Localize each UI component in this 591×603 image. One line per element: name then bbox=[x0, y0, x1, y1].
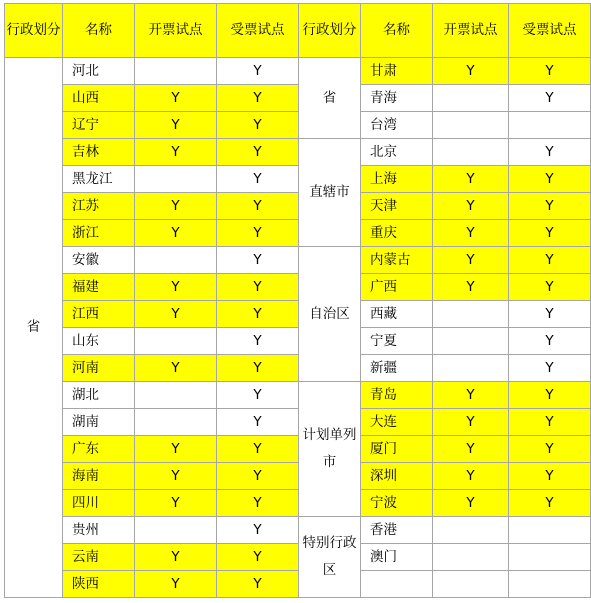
name-cell: 安徽 bbox=[63, 247, 135, 274]
name-cell: 重庆 bbox=[361, 220, 433, 247]
receive-cell: Y bbox=[509, 463, 591, 490]
invoice-cell bbox=[135, 58, 217, 85]
name-cell: 大连 bbox=[361, 409, 433, 436]
receive-cell: Y bbox=[217, 58, 299, 85]
invoice-cell: Y bbox=[433, 274, 509, 301]
receive-cell: Y bbox=[217, 436, 299, 463]
receive-cell: Y bbox=[509, 436, 591, 463]
name-cell: 山西 bbox=[63, 85, 135, 112]
receive-cell: Y bbox=[217, 409, 299, 436]
receive-cell: Y bbox=[217, 166, 299, 193]
division-cell: 计划单列市 bbox=[299, 382, 361, 517]
invoice-cell: Y bbox=[135, 274, 217, 301]
receive-cell: Y bbox=[217, 85, 299, 112]
table-row bbox=[5, 517, 591, 544]
receive-cell bbox=[509, 517, 591, 544]
name-cell: 云南 bbox=[63, 544, 135, 571]
invoice-cell: Y bbox=[135, 112, 217, 139]
name-cell: 甘肃 bbox=[361, 58, 433, 85]
receive-cell: Y bbox=[217, 328, 299, 355]
receive-cell: Y bbox=[217, 112, 299, 139]
table-row bbox=[5, 409, 591, 436]
invoice-cell: Y bbox=[433, 463, 509, 490]
name-cell: 广西 bbox=[361, 274, 433, 301]
name-cell: 河南 bbox=[63, 355, 135, 382]
name-cell: 江苏 bbox=[63, 193, 135, 220]
table-row bbox=[5, 274, 591, 301]
receive-cell: Y bbox=[509, 490, 591, 517]
invoice-cell bbox=[135, 328, 217, 355]
name-cell: 广东 bbox=[63, 436, 135, 463]
invoice-cell: Y bbox=[135, 544, 217, 571]
invoice-cell bbox=[135, 247, 217, 274]
table-row bbox=[5, 112, 591, 139]
name-cell: 江西 bbox=[63, 301, 135, 328]
name-cell: 湖北 bbox=[63, 382, 135, 409]
receive-cell: Y bbox=[217, 463, 299, 490]
invoice-cell bbox=[433, 301, 509, 328]
receive-cell: Y bbox=[509, 85, 591, 112]
table-row bbox=[5, 463, 591, 490]
invoice-cell: Y bbox=[135, 463, 217, 490]
table-row bbox=[5, 301, 591, 328]
receive-cell: Y bbox=[217, 220, 299, 247]
name-cell: 内蒙古 bbox=[361, 247, 433, 274]
name-cell: 新疆 bbox=[361, 355, 433, 382]
table-row bbox=[5, 166, 591, 193]
receive-cell: Y bbox=[509, 58, 591, 85]
invoice-cell: Y bbox=[135, 139, 217, 166]
name-cell: 深圳 bbox=[361, 463, 433, 490]
receive-cell: Y bbox=[217, 193, 299, 220]
receive-cell: Y bbox=[217, 301, 299, 328]
header-name: 名称 bbox=[63, 4, 135, 58]
division-cell: 直辖市 bbox=[299, 139, 361, 247]
table-row bbox=[5, 139, 591, 166]
invoice-cell: Y bbox=[135, 355, 217, 382]
invoice-cell: Y bbox=[135, 301, 217, 328]
receive-cell: Y bbox=[509, 382, 591, 409]
invoice-cell: Y bbox=[433, 247, 509, 274]
receive-cell: Y bbox=[509, 409, 591, 436]
invoice-cell bbox=[433, 328, 509, 355]
invoice-cell bbox=[433, 517, 509, 544]
pilot-table bbox=[4, 3, 591, 598]
table-row bbox=[5, 490, 591, 517]
header-receive-right: 受票试点 bbox=[509, 4, 591, 58]
invoice-cell: Y bbox=[135, 571, 217, 598]
name-cell: 西藏 bbox=[361, 301, 433, 328]
name-cell: 湖南 bbox=[63, 409, 135, 436]
name-cell: 四川 bbox=[63, 490, 135, 517]
table-row bbox=[5, 193, 591, 220]
receive-cell: Y bbox=[217, 517, 299, 544]
receive-cell: Y bbox=[217, 490, 299, 517]
table-row bbox=[5, 220, 591, 247]
name-cell: 福建 bbox=[63, 274, 135, 301]
invoice-cell bbox=[135, 517, 217, 544]
invoice-cell bbox=[135, 382, 217, 409]
name-cell: 青海 bbox=[361, 85, 433, 112]
invoice-cell: Y bbox=[433, 193, 509, 220]
invoice-cell bbox=[135, 409, 217, 436]
table-row bbox=[5, 436, 591, 463]
name-cell: 黑龙江 bbox=[63, 166, 135, 193]
invoice-cell bbox=[433, 85, 509, 112]
header-division: 行政划分 bbox=[5, 4, 63, 58]
invoice-cell: Y bbox=[433, 58, 509, 85]
division-cell: 特别行政区 bbox=[299, 517, 361, 598]
invoice-cell bbox=[433, 112, 509, 139]
receive-cell bbox=[509, 112, 591, 139]
receive-cell: Y bbox=[509, 220, 591, 247]
invoice-cell bbox=[433, 544, 509, 571]
table-row bbox=[5, 328, 591, 355]
invoice-cell bbox=[433, 355, 509, 382]
header-invoice: 开票试点 bbox=[135, 4, 217, 58]
header-row bbox=[5, 4, 591, 58]
invoice-cell: Y bbox=[433, 220, 509, 247]
invoice-cell: Y bbox=[433, 166, 509, 193]
name-cell: 宁夏 bbox=[361, 328, 433, 355]
invoice-cell: Y bbox=[135, 436, 217, 463]
invoice-cell: Y bbox=[135, 490, 217, 517]
table-row bbox=[5, 544, 591, 571]
invoice-cell: Y bbox=[433, 490, 509, 517]
receive-cell: Y bbox=[217, 139, 299, 166]
receive-cell: Y bbox=[509, 193, 591, 220]
receive-cell: Y bbox=[509, 274, 591, 301]
invoice-cell bbox=[135, 166, 217, 193]
receive-cell: Y bbox=[509, 139, 591, 166]
name-cell: 青岛 bbox=[361, 382, 433, 409]
name-cell: 北京 bbox=[361, 139, 433, 166]
receive-cell: Y bbox=[509, 301, 591, 328]
pilot-table-body bbox=[5, 4, 591, 598]
name-cell: 厦门 bbox=[361, 436, 433, 463]
name-cell: 浙江 bbox=[63, 220, 135, 247]
name-cell: 天津 bbox=[361, 193, 433, 220]
name-cell: 陕西 bbox=[63, 571, 135, 598]
invoice-cell: Y bbox=[433, 436, 509, 463]
name-cell: 宁波 bbox=[361, 490, 433, 517]
invoice-cell bbox=[433, 139, 509, 166]
name-cell: 台湾 bbox=[361, 112, 433, 139]
receive-cell: Y bbox=[509, 166, 591, 193]
name-cell: 上海 bbox=[361, 166, 433, 193]
receive-cell: Y bbox=[217, 571, 299, 598]
invoice-cell: Y bbox=[433, 382, 509, 409]
invoice-cell: Y bbox=[433, 409, 509, 436]
division-cell: 自治区 bbox=[299, 247, 361, 382]
division-cell: 省 bbox=[299, 58, 361, 139]
name-cell: 澳门 bbox=[361, 544, 433, 571]
receive-cell bbox=[509, 544, 591, 571]
invoice-cell: Y bbox=[135, 193, 217, 220]
name-cell: 河北 bbox=[63, 58, 135, 85]
header-division-right: 行政划分 bbox=[299, 4, 361, 58]
table-row bbox=[5, 571, 591, 598]
name-cell: 海南 bbox=[63, 463, 135, 490]
table-row bbox=[5, 247, 591, 274]
receive-cell: Y bbox=[217, 355, 299, 382]
name-cell: 贵州 bbox=[63, 517, 135, 544]
receive-cell: Y bbox=[217, 247, 299, 274]
table-row bbox=[5, 85, 591, 112]
header-invoice-right: 开票试点 bbox=[433, 4, 509, 58]
name-cell bbox=[361, 571, 433, 598]
table-row bbox=[5, 382, 591, 409]
name-cell: 山东 bbox=[63, 328, 135, 355]
header-receive: 受票试点 bbox=[217, 4, 299, 58]
name-cell: 辽宁 bbox=[63, 112, 135, 139]
name-cell: 香港 bbox=[361, 517, 433, 544]
invoice-cell: Y bbox=[135, 85, 217, 112]
table-row bbox=[5, 355, 591, 382]
receive-cell bbox=[509, 571, 591, 598]
name-cell: 吉林 bbox=[63, 139, 135, 166]
receive-cell: Y bbox=[217, 274, 299, 301]
table-row bbox=[5, 58, 591, 85]
receive-cell: Y bbox=[509, 247, 591, 274]
receive-cell: Y bbox=[509, 355, 591, 382]
receive-cell: Y bbox=[217, 544, 299, 571]
header-name-right: 名称 bbox=[361, 4, 433, 58]
invoice-cell bbox=[433, 571, 509, 598]
invoice-cell: Y bbox=[135, 220, 217, 247]
receive-cell: Y bbox=[217, 382, 299, 409]
receive-cell: Y bbox=[509, 328, 591, 355]
division-cell: 省 bbox=[5, 58, 63, 598]
